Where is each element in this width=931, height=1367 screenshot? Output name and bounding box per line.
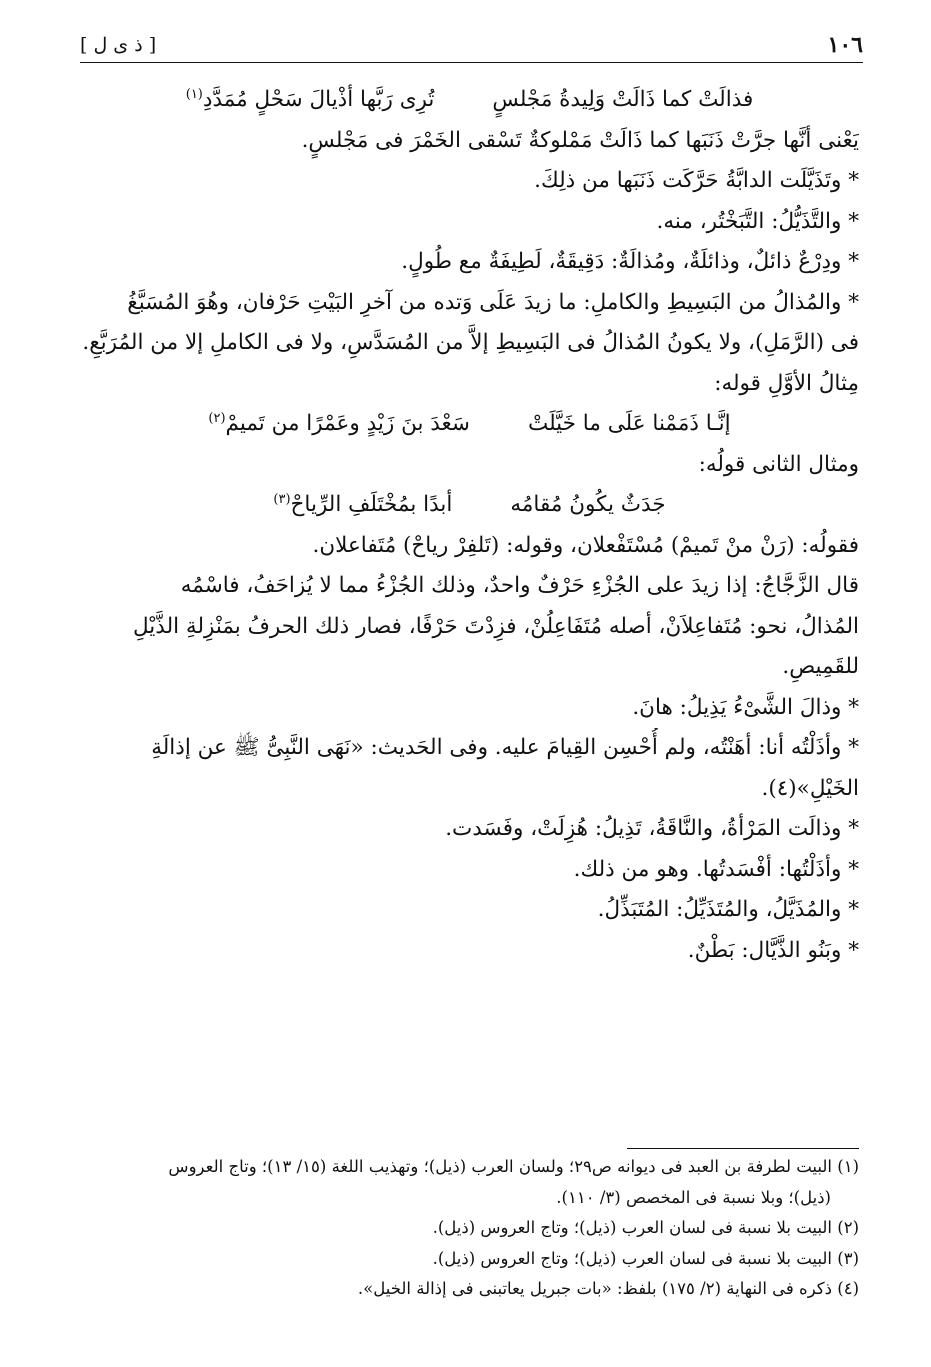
text-line: * والتَّذَيُّلُ: التَّبَخْتُر، منه. xyxy=(656,208,859,234)
page-header xyxy=(80,28,863,63)
verse-first-hemistich: جَدَثٌ يكُونُ مُقامُه xyxy=(510,492,666,517)
footnote-marker: (٣) xyxy=(273,491,291,507)
verse-second-hemistich-text: سَعْدَ بنَ زَيْدٍ وعَمْرًا من تَميمْ xyxy=(225,411,470,436)
footnote-line: (٤) ذكره فى النهاية (٢/ ١٧٥) بلفظ: «بات جبريل يعاتبنى فى إذالة الخيل». xyxy=(357,1279,859,1298)
text-line: * والمُذَيَّلُ، والمُتَذَيِّلُ: المُتَبَذِّلُ. xyxy=(597,897,859,922)
text-line: الخَيْلِ»(٤). xyxy=(761,775,859,801)
footnote-marker: (١) xyxy=(185,86,203,102)
text-line: يَعْنى أنَّها جرَّتْ ذَنَبَها كما ذَالَتْ مَمْلوكةٌ تَسْقى الخَمْرَ فى مَجْلسٍ. xyxy=(301,127,859,153)
text-line: * وبَنُو الذَّيَّال: بَطْنٌ. xyxy=(687,937,859,963)
page-number: ١٠٦ xyxy=(827,32,863,58)
text-line: فقولُه: (رَنْ منْ تَميمْ) مُسْتَفْعلان، وقوله: (تَلفِرْ رياحْ) مُتَفاعلان. xyxy=(312,532,859,558)
text-line: مِثالُ الأوَّلِ قوله: xyxy=(714,370,859,396)
verse-first-hemistich: فذالَتْ كما ذَالَتْ وَلِيدةُ مَجْلسٍ xyxy=(492,87,754,112)
text-line: * وأذَلْتُها: أفْسَدتُها. وهو من ذلك. xyxy=(573,856,859,882)
verse-line xyxy=(80,485,859,526)
verse-second-hemistich xyxy=(273,485,452,526)
verse-second-hemistich xyxy=(208,404,470,445)
footnote-line: (٢) البيت بلا نسبة فى لسان العرب (ذيل)؛ وتاج العروس (ذيل). xyxy=(432,1218,859,1237)
verse-line xyxy=(80,80,859,121)
verse-second-hemistich-text: تُرِى رَبَّها أذْيالَ سَحْلٍ مُمَدَّدِ xyxy=(202,87,435,112)
text-line: المُذالُ، نحو: مُتَفاعِلاَنْ، أصله مُتَفَاعِلُنْ، فزِدْتَ حَرْفًا، فصار ذلك الحرفُ بمَنْزِلةِ الذَّيْلِ xyxy=(133,613,859,639)
text-line: * وذالَت المَرْأةُ، والنَّاقَةُ، تَذِيلُ: هُزِلَتْ، وفَسَدت. xyxy=(445,816,859,841)
footnotes xyxy=(80,1152,859,1305)
text-line: * وذالَ الشَّىْءُ يَذِيلُ: هانَ. xyxy=(632,694,859,720)
footnote-divider xyxy=(627,1148,859,1149)
text-line: * وأذَلْتُه أنا: أهَنْتُه، ولم أُحْسِن القِيامَ عليه. وفى الحَديث: «نَهَى النَّبِىُّ ﷺ عن إذالَةِ xyxy=(151,735,859,760)
text-line: * وتَذَيَّلَت الدابَّةُ حَرَّكَت ذَنَبَها من ذلِكَ. xyxy=(534,168,859,193)
text-line: * والمُذالُ من البَسِيطِ والكاملِ: ما زيدَ عَلَى وَتده من آخرِ البَيْتِ حَرْفان، وهُوَ المُسَبَّغُ xyxy=(127,289,859,315)
footnote-line: (١) البيت لطرفة بن العبد فى ديوانه ص٢٩؛ ولسان العرب (ذيل)؛ وتهذيب اللغة (١٥/ ١٣)؛ وتاج العروس xyxy=(168,1157,859,1176)
text-line: فى (الرَّمَلِ)، ولا يكونُ المُذالُ فى البَسِيطِ إلاَّ من المُسَدَّسِ، ولا فى الكاملِ إلا من المُرَبَّعِ. xyxy=(82,330,859,355)
root-label: [ ذ ى ل ] xyxy=(80,34,157,56)
footnote-line: (٣) البيت بلا نسبة فى لسان العرب (ذيل)؛ وتاج العروس (ذيل). xyxy=(432,1248,859,1268)
main-text xyxy=(80,80,859,971)
verse-line xyxy=(80,404,859,445)
text-line: للقَمِيصِ. xyxy=(782,654,859,679)
text-line: * ودِرْعٌ ذائلٌ، وذائلَةٌ، ومُذالَةٌ: دَقِيقَةٌ، لَطِيفَةٌ مع طُولٍ. xyxy=(401,249,859,274)
footnote-line: (ذيل)؛ وبلا نسبة فى المخصص (٣/ ١١٠). xyxy=(556,1187,831,1207)
verse-first-hemistich: إنَّـا ذَمَمْنا عَلَى ما خَيَّلَتْ xyxy=(527,411,731,436)
verse-second-hemistich xyxy=(186,80,435,121)
verse-second-hemistich-text: أبدًا بمُخْتَلَفِ الرِّياحْ xyxy=(290,492,453,517)
text-line: ومثال الثانى قولُه: xyxy=(698,451,859,477)
text-line: قال الزَّجَّاجُ: إذا زيدَ على الجُزْءِ حَرْفٌ واحدٌ، وذلك الجُزْءُ مما لا يُزاحَفُ، فاسْمُه xyxy=(180,573,859,598)
footnote-marker: (٢) xyxy=(208,410,226,426)
